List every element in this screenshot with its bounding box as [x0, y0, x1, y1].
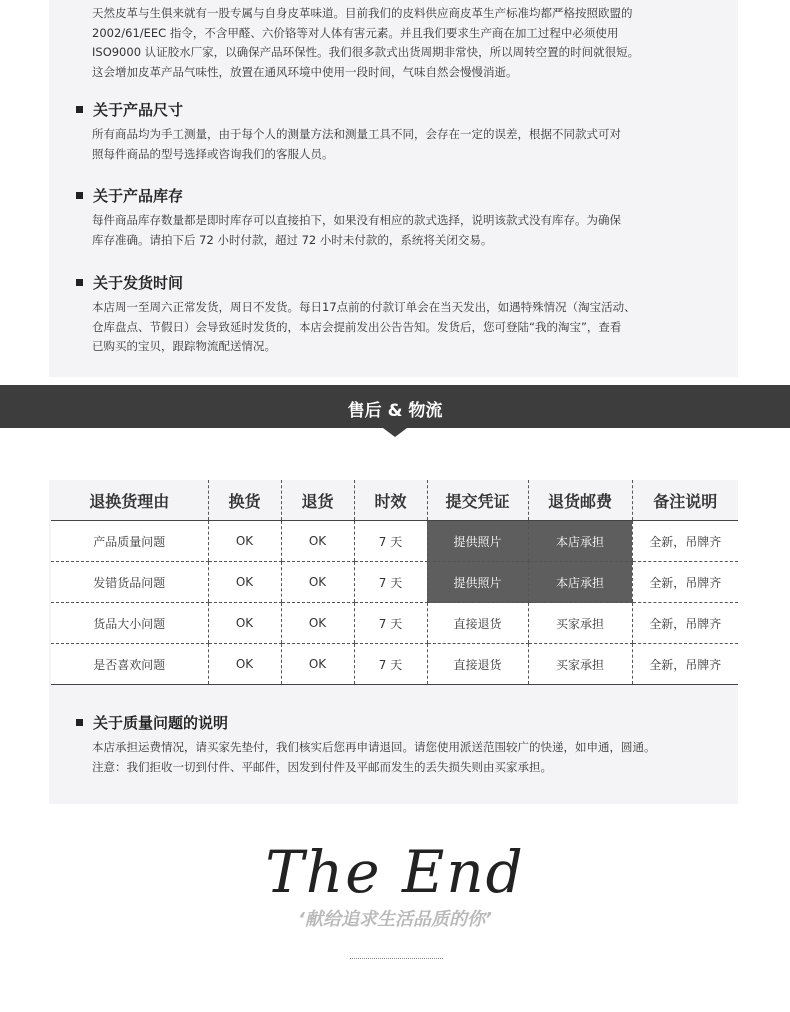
cell-proof: 提供照片: [427, 562, 528, 603]
section-banner: [0, 385, 790, 428]
cell-proof: 提供照片: [427, 521, 528, 562]
text-line: 注意：我们拒收一切到付件、平邮件，因发到付件及平邮而发生的丢失损失则由买家承担。: [92, 759, 552, 774]
cell-proof: 直接退货: [427, 603, 528, 644]
cell-return: OK: [281, 562, 354, 603]
the-end-title: The End: [265, 838, 525, 906]
dotted-divider: [350, 958, 443, 959]
text-line: 本店承担运费情况，请买家先垫付，我们核实后您再申请退回。请您使用派送范围较广的快递，如申通，圆通。: [92, 740, 656, 754]
info-panel: [49, 0, 738, 377]
table-row: [51, 603, 738, 644]
table-row: [51, 562, 738, 603]
cell-notes: 全新，吊牌齐: [632, 644, 738, 685]
cell-notes: 全新，吊牌齐: [632, 521, 738, 562]
text-line: ISO9000 认证胶水厂家，以确保产品环保性。我们很多款式出货周期非常快，所以周转空置的时间就很短。: [92, 45, 640, 59]
table-header-row: [51, 480, 738, 521]
header-exchange: 换货: [208, 480, 281, 521]
banner-arrow-icon: [383, 428, 407, 437]
table-row: [51, 521, 738, 562]
cell-time-limit: 7 天: [354, 644, 427, 685]
header-return: 退货: [281, 480, 354, 521]
bullet-square-icon: [76, 279, 83, 286]
cell-return: OK: [281, 521, 354, 562]
cell-time-limit: 7 天: [354, 562, 427, 603]
text-line: 已购买的宝贝，跟踪物流配送情况。: [92, 339, 276, 353]
header-reason: 退换货理由: [51, 480, 208, 521]
section-title: 关于产品库存: [93, 187, 184, 205]
cell-reason: 是否喜欢问题: [51, 644, 208, 685]
cell-exchange: OK: [208, 644, 281, 685]
banner-title: 售后 & 物流: [347, 401, 443, 421]
cell-exchange: OK: [208, 562, 281, 603]
the-end-subtitle: ‘献给追求生活品质的你’: [298, 909, 492, 930]
section-heading-size: [76, 99, 183, 120]
header-time-limit: 时效: [354, 480, 427, 521]
section-heading-quality: [76, 712, 228, 733]
header-postage: 退货邮费: [528, 480, 632, 521]
cell-postage: 本店承担: [528, 562, 632, 603]
cell-reason: 产品质量问题: [51, 521, 208, 562]
text-line: 仓库盘点、节假日）会导致延时发货的，本店会提前发出公告告知。发货后，您可登陆“我的淘宝”，查看: [92, 319, 622, 334]
returns-panel: [49, 480, 738, 804]
bullet-square-icon: [76, 192, 83, 199]
cell-postage: 买家承担: [528, 644, 632, 685]
cell-exchange: OK: [208, 521, 281, 562]
shipping-paragraph: [92, 298, 702, 357]
size-paragraph: [92, 125, 702, 164]
header-proof: 提交凭证: [427, 480, 528, 521]
bullet-square-icon: [76, 719, 83, 726]
cell-notes: 全新，吊牌齐: [632, 562, 738, 603]
cell-exchange: OK: [208, 603, 281, 644]
cell-reason: 发错货品问题: [51, 562, 208, 603]
section-title: 关于产品尺寸: [93, 101, 184, 119]
text-line: 所有商品均为手工测量，由于每个人的测量方法和测量工具不同，会存在一定的误差，根据不同款式可对: [92, 127, 621, 141]
cell-return: OK: [281, 644, 354, 685]
table-row: [51, 644, 738, 685]
cell-notes: 全新，吊牌齐: [632, 603, 738, 644]
returns-table: [51, 480, 738, 685]
cell-return: OK: [281, 603, 354, 644]
section-heading-stock: [76, 185, 183, 206]
cell-proof: 直接退货: [427, 644, 528, 685]
section-heading-shipping: [76, 272, 183, 293]
cell-postage: 买家承担: [528, 603, 632, 644]
bullet-square-icon: [76, 106, 83, 113]
text-line: 照每件商品的型号选择或咨询我们的客服人员。: [92, 146, 334, 161]
text-line: 库存准确。请拍下后 72 小时付款，超过 72 小时未付款的，系统将关闭交易。: [92, 232, 493, 247]
cell-postage: 本店承担: [528, 521, 632, 562]
text-line: 本店周一至周六正常发货，周日不发货。每日17点前的付款订单会在当天发出，如遇特殊情况（淘宝活动、: [92, 300, 636, 314]
text-line: 天然皮革与生俱来就有一股专属与自身皮革味道。目前我们的皮料供应商皮革生产标准均都严格按照欧盟的: [92, 6, 633, 20]
text-line: 每件商品库存数量都是即时库存可以直接拍下，如果没有相应的款式选择，说明该款式没有库存。为确保: [92, 213, 621, 227]
header-notes: 备注说明: [632, 480, 738, 521]
leather-smell-paragraph: [92, 4, 702, 82]
text-line: 这会增加皮革产品气味性，放置在通风环境中使用一段时间，气味自然会慢慢消逝。: [92, 64, 518, 79]
text-line: 2002/61/EEC 指令，不含甲醛、六价铬等对人体有害元素。并且我们要求生产商在加工过程中必须使用: [92, 25, 619, 40]
cell-time-limit: 7 天: [354, 603, 427, 644]
section-title: 关于质量问题的说明: [93, 714, 229, 732]
cell-reason: 货品大小问题: [51, 603, 208, 644]
stock-paragraph: [92, 211, 702, 250]
quality-paragraph: [92, 738, 732, 777]
section-title: 关于发货时间: [93, 274, 184, 292]
cell-time-limit: 7 天: [354, 521, 427, 562]
